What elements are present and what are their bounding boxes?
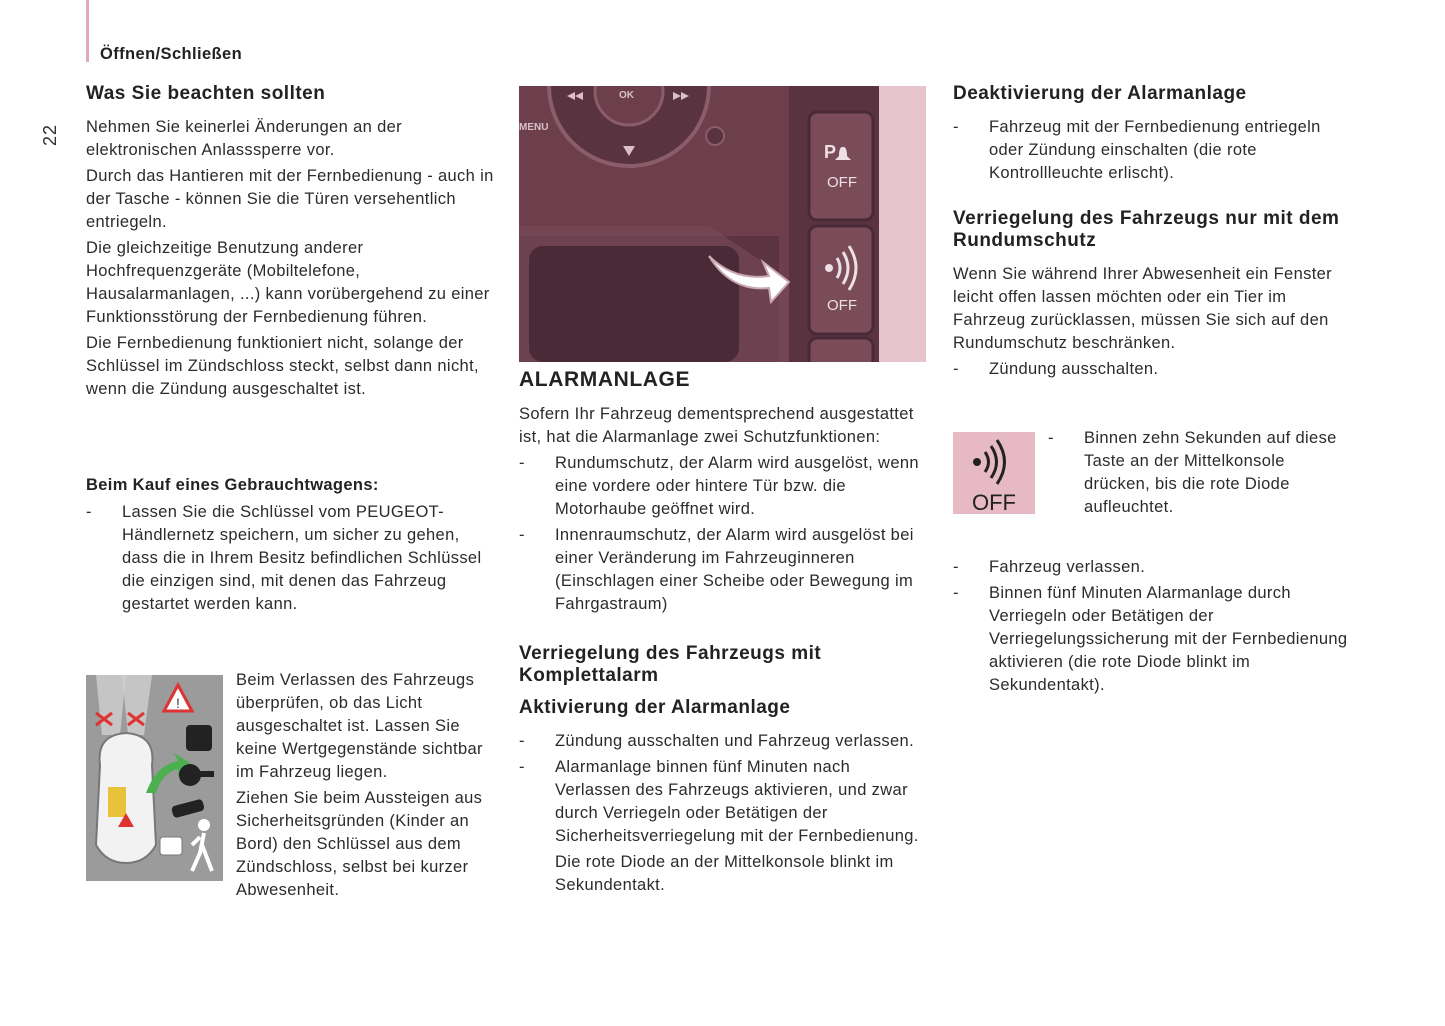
alarm-intro: Sofern Ihr Fahrzeug dementsprechend ausgestattet ist, hat die Alarmanlage zwei Schutzfunktionen: [519, 405, 914, 446]
list-item: - Zündung ausschalten. [953, 360, 1159, 378]
section-title: Öffnen/Schließen [100, 45, 243, 63]
heading-activation: Aktivierung der Alarmanlage [519, 697, 791, 718]
list-item: - Zündung ausschalten und Fahrzeug verlassen. [519, 732, 915, 750]
perimeter-section [953, 263, 1363, 384]
list-item: - Fahrzeug mit der Fernbedienung entriegeln oder Zündung einschalten (die rote Kontrollleuchte erlischt). [953, 118, 1321, 182]
perimeter-paragraph: Wenn Sie während Ihrer Abwesenheit ein Fenster leicht offen lassen möchten oder ein Tier im Fahrzeug zurücklassen, müssen Sie sich auf den Rundumschutz beschränken. [953, 265, 1333, 352]
list-item: - Binnen fünf Minuten Alarmanlage durch Verriegeln oder Betätigen der Verriegelungssicherung mit der Fernbedienung aktivieren (die rote Diode blinkt im Sekundentakt). [953, 584, 1348, 694]
notes-paragraph: Nehmen Sie keinerlei Änderungen an der elektronischen Anlasssperre vor. [86, 118, 402, 159]
list-item: - Alarmanlage binnen fünf Minuten nach Verlassen des Fahrzeugs aktivieren, und zwar durch Verriegeln oder Betätigen der Sicherheitsverriegelung mit der Fernbedienung. [519, 758, 919, 845]
svg-text:!: ! [176, 695, 180, 711]
list-item-text: Zündung ausschalten und Fahrzeug verlassen. [555, 732, 915, 750]
heading-used-car: Beim Kauf eines Gebrauchtwagens: [86, 476, 379, 494]
alarm-off-button-icon [953, 432, 1035, 514]
dashboard-button1-top: P [824, 142, 837, 162]
heading-deactivation: Deaktivierung der Alarmanlage [953, 83, 1247, 104]
dashboard-button1-label: OFF [827, 174, 857, 191]
list-item-text: Alarmanlage binnen fünf Minuten nach Verlassen des Fahrzeugs aktivieren, und zwar durch Verriegeln oder Betätigen der Sicherheitsverriegelung mit der Fernbedienung. [555, 758, 919, 845]
notes-paragraph: Die Fernbedienung funktioniert nicht, solange der Schlüssel im Zündschloss steckt, selbst dann nicht, wenn die Zündung ausgeschaltet ist. [86, 334, 479, 398]
activation-note: Die rote Diode an der Mittelkonsole blinkt im Sekundentakt. [555, 853, 894, 894]
activation-list [519, 730, 929, 897]
header-accent-bar [86, 0, 89, 62]
list-item-text: Innenraumschutz, der Alarm wird ausgelöst bei einer Veränderung im Fahrzeuginneren (Einschlagen einer Scheibe oder Bewegung im Fahrgastraum) [555, 526, 914, 613]
used-car-list [86, 501, 486, 619]
final-list [953, 556, 1353, 700]
deactivation-list [953, 116, 1353, 188]
notes-paragraph: Durch das Hantieren mit der Fernbedienung - auch in der Tasche - können Sie die Türen versehentlich entriegeln. [86, 167, 494, 231]
list-item-text: Fahrzeug verlassen. [989, 558, 1146, 576]
list-item: - Fahrzeug verlassen. [953, 558, 1146, 576]
list-item-text: Zündung ausschalten. [989, 360, 1159, 378]
notes-paragraphs [86, 116, 501, 404]
leaving-paragraph: Ziehen Sie beim Aussteigen aus Sicherheitsgründen (Kinder an Bord) den Schlüssel aus dem Zündschloss, selbst bei kurzer Abwesenheit. [236, 789, 483, 899]
heading-perimeter: Verriegelung des Fahrzeugs nur mit dem Rundumschutz [953, 208, 1340, 251]
dashboard-button2-label: OFF [827, 297, 857, 314]
leaving-paragraphs [236, 669, 498, 905]
list-item-text: Binnen fünf Minuten Alarmanlage durch Verriegeln oder Betätigen der Verriegelungssicherung mit der Fernbedienung aktivieren (die rote Diode blinkt im Sekundentakt). [989, 584, 1348, 694]
list-item-text: Lassen Sie die Schlüssel vom PEUGEOT-Händlernetz speichern, um sicher zu gehen, dass die in Ihrem Besitz befindlichen Schlüssel die einzigen sind, mit denen das Fahrzeug gestartet werden kann. [122, 503, 482, 613]
icon-instruction [1048, 427, 1348, 522]
car-leaving-illustration [86, 675, 223, 881]
off-icon-label: OFF [972, 490, 1016, 514]
heading-full-alarm: Verriegelung des Fahrzeugs mit Komplettalarm [519, 643, 822, 686]
dashboard-menu-label: MENU [519, 122, 549, 133]
list-item-text: Fahrzeug mit der Fernbedienung entriegeln oder Zündung einschalten (die rote Kontrollleuchte erlischt). [989, 118, 1321, 182]
list-item: - Binnen zehn Sekunden auf diese Taste an der Mittelkonsole drücken, bis die rote Diode aufleuchtet. [1048, 429, 1337, 516]
page-number: 22 [40, 123, 60, 146]
list-item: - Rundumschutz, der Alarm wird ausgelöst, wenn eine vordere oder hintere Tür bzw. die Motorhaube geöffnet wird. [519, 454, 919, 518]
list-item-text: Binnen zehn Sekunden auf diese Taste an der Mittelkonsole drücken, bis die rote Diode aufleuchtet. [1084, 429, 1337, 516]
list-item-text: Rundumschutz, der Alarm wird ausgelöst, wenn eine vordere oder hintere Tür bzw. die Motorhaube geöffnet wird. [555, 454, 919, 518]
dashboard-ok-label: OK [619, 90, 634, 101]
leaving-paragraph: Beim Verlassen des Fahrzeugs überprüfen, ob das Licht ausgeschaltet ist. Lassen Sie keine Wertgegenstände sichtbar im Fahrzeug liegen. [236, 671, 483, 781]
notes-paragraph: Die gleichzeitige Benutzung anderer Hochfrequenzgeräte (Mobiltelefone, Hausalarmanlagen, ...) kann vorübergehend zu einer Funktionsstörung der Fernbedienung führen. [86, 239, 490, 326]
heading-alarm: ALARMANLAGE [519, 368, 691, 391]
heading-notes: Was Sie beachten sollten [86, 83, 326, 104]
list-item: - Innenraumschutz, der Alarm wird ausgelöst bei einer Veränderung im Fahrzeuginneren (Einschlagen einer Scheibe oder Bewegung im Fahrgastraum) [519, 526, 914, 613]
alarm-section [519, 403, 924, 619]
dashboard-alarm-buttons-illustration [519, 86, 926, 362]
list-item: - Lassen Sie die Schlüssel vom PEUGEOT-Händlernetz speichern, um sicher zu gehen, dass die in Ihrem Besitz befindlichen Schlüssel die einzigen sind, mit denen das Fahrzeug gestartet werden kann. [86, 503, 482, 613]
